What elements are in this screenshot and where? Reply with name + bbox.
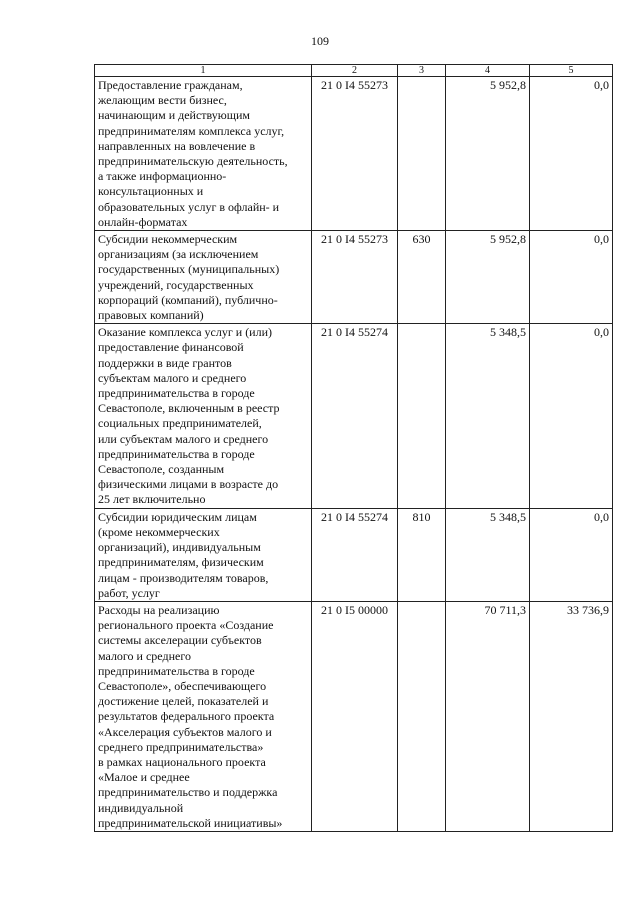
row-name [95, 324, 312, 508]
row-amount-col5: 0,0 [530, 324, 613, 508]
row-name-line: желающим вести бизнес, [98, 93, 227, 108]
row-name-line: Севастополе», обеспечивающего [98, 678, 267, 693]
column-header-5: 5 [530, 65, 613, 77]
row-name-line: государственных (муниципальных) [98, 262, 280, 277]
table-row [95, 508, 613, 601]
row-name-line: организациям (за исключением [98, 247, 259, 262]
row-name-line: Субсидии юридическим лицам [98, 509, 257, 524]
row-amount-col4: 5 348,5 [446, 508, 530, 601]
row-name-line: корпораций (компаний), публично- [98, 292, 278, 307]
row-amount-col4: 5 952,8 [446, 231, 530, 324]
table-row [95, 601, 613, 831]
row-name-line: системы акселерации субъектов [98, 633, 262, 648]
row-name-line: достижение целей, показателей и [98, 694, 269, 709]
table-row [95, 324, 613, 508]
row-code: 21 0 I4 55273 [312, 77, 398, 231]
row-name-line: правовых компаний) [98, 308, 204, 323]
row-name-line: образовательных услуг в офлайн- и [98, 199, 280, 214]
row-name-line: предпринимательскую деятельность, [98, 154, 288, 169]
row-name-line: предпринимательства в городе [98, 386, 255, 401]
row-name-line: Оказание комплекса услуг и (или) [98, 325, 273, 340]
row-name-line: в рамках национального проекта [98, 754, 266, 769]
row-amount-col5: 33 736,9 [530, 601, 613, 831]
row-name [95, 601, 312, 831]
row-name-line: учреждений, государственных [98, 277, 254, 292]
row-name-line: среднего предпринимательства» [98, 739, 264, 754]
row-name-line: Севастополе, созданным [98, 462, 225, 477]
row-code: 21 0 I5 00000 [312, 601, 398, 831]
table-row [95, 77, 613, 231]
row-name-line: индивидуальной [98, 800, 184, 815]
row-name-line: предпринимателям комплекса услуг, [98, 123, 285, 138]
row-name-line: предпринимательства в городе [98, 446, 255, 461]
row-name-line: онлайн-форматах [98, 214, 188, 229]
row-name-line: регионального проекта «Создание [98, 618, 274, 633]
row-name-line: социальных предпринимателей, [98, 416, 262, 431]
row-code: 21 0 I4 55274 [312, 508, 398, 601]
row-name-line: предпринимательство и поддержка [98, 785, 278, 800]
row-amount-col5: 0,0 [530, 231, 613, 324]
row-name-line: Севастополе, включенным в реестр [98, 401, 280, 416]
row-name-line: направленных на вовлечение в [98, 138, 256, 153]
row-name-line: поддержки в виде грантов [98, 355, 232, 370]
row-name-line: «Акселерация субъектов малого и [98, 724, 272, 739]
row-expense-type: 810 [398, 508, 446, 601]
row-name-line: субъектам малого и среднего [98, 370, 247, 385]
row-name-line: 25 лет включительно [98, 492, 206, 507]
column-header-1: 1 [95, 65, 312, 77]
row-amount-col4: 5 952,8 [446, 77, 530, 231]
row-name-line: предпринимателям, физическим [98, 555, 264, 570]
row-name-line: Предоставление гражданам, [98, 78, 243, 92]
column-header-4: 4 [446, 65, 530, 77]
table-row [95, 231, 613, 324]
row-name-line: предоставление финансовой [98, 340, 244, 355]
row-amount-col5: 0,0 [530, 77, 613, 231]
row-name-line: или субъектам малого и среднего [98, 431, 269, 446]
column-header-3: 3 [398, 65, 446, 77]
header-row [95, 65, 613, 77]
row-expense-type [398, 77, 446, 231]
row-expense-type: 630 [398, 231, 446, 324]
page-number: 109 [311, 34, 329, 48]
row-name-line: работ, услуг [98, 585, 160, 600]
budget-table [94, 64, 613, 832]
row-name-line: (кроме некоммерческих [98, 524, 220, 539]
column-header-2: 2 [312, 65, 398, 77]
row-name [95, 508, 312, 601]
row-expense-type [398, 601, 446, 831]
row-name-line: Субсидии некоммерческим [98, 232, 238, 247]
row-amount-col5: 0,0 [530, 508, 613, 601]
row-name-line: физическими лицами в возрасте до [98, 477, 279, 492]
row-amount-col4: 70 711,3 [446, 601, 530, 831]
row-name-line: предпринимательства в городе [98, 663, 255, 678]
row-name-line: результатов федерального проекта [98, 709, 275, 724]
row-name-line: а также информационно- [98, 169, 227, 184]
row-name-line: предпринимательской инициативы» [98, 815, 283, 830]
row-name-line: малого и среднего [98, 648, 191, 663]
row-name-line: лицам - производителям товаров, [98, 570, 269, 585]
row-name-line: организаций), индивидуальным [98, 540, 261, 555]
row-name-line: Расходы на реализацию [98, 602, 220, 617]
row-name-line: консультационных и [98, 184, 204, 199]
row-expense-type [398, 324, 446, 508]
row-code: 21 0 I4 55273 [312, 231, 398, 324]
row-name [95, 231, 312, 324]
row-name [95, 77, 312, 231]
row-name-line: «Малое и среднее [98, 770, 190, 785]
row-code: 21 0 I4 55274 [312, 324, 398, 508]
row-name-line: начинающим и действующим [98, 108, 251, 123]
row-amount-col4: 5 348,5 [446, 324, 530, 508]
